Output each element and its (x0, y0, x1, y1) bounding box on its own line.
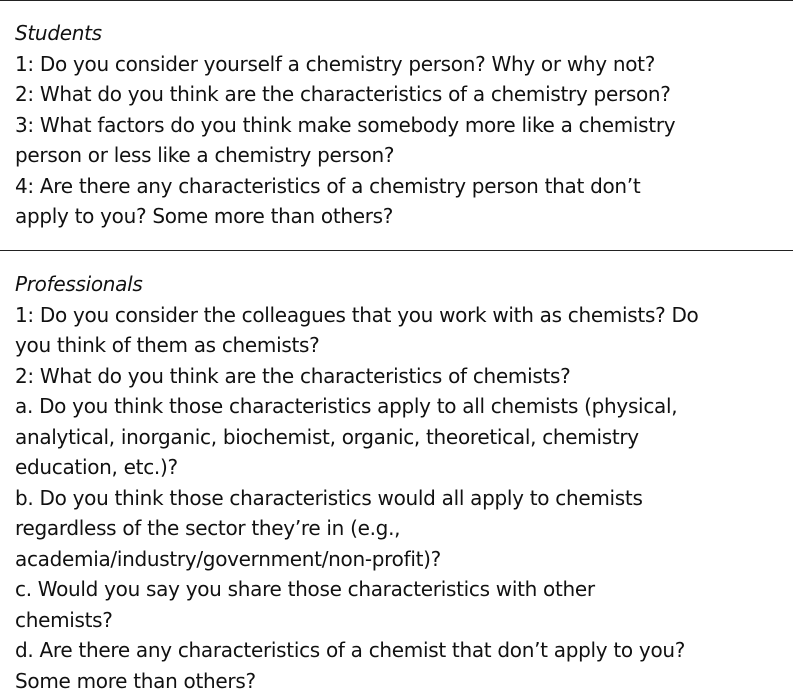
section-divider (0, 250, 793, 251)
students-section (15, 18, 787, 232)
professionals-question-1-line-2: you think of them as chemists? (15, 330, 787, 361)
students-question-1: 1: Do you consider yourself a chemistry person? Why or why not? (15, 49, 787, 80)
professionals-question-2c-line-1: c. Would you say you share those characteristics with other (15, 574, 787, 605)
top-divider (0, 0, 793, 1)
students-heading: Students (15, 18, 787, 49)
professionals-question-2b-line-2: regardless of the sector they’re in (e.g., (15, 513, 787, 544)
professionals-question-2a-line-2: analytical, inorganic, biochemist, organic, theoretical, chemistry (15, 422, 787, 453)
professionals-question-1-line-1: 1: Do you consider the colleagues that you work with as chemists? Do (15, 300, 787, 331)
professionals-question-2d-line-2: Some more than others? (15, 666, 787, 696)
students-question-3-line-1: 3: What factors do you think make somebody more like a chemistry (15, 110, 787, 141)
professionals-question-2b-line-1: b. Do you think those characteristics would all apply to chemists (15, 483, 787, 514)
students-question-2: 2: What do you think are the characteristics of a chemistry person? (15, 79, 787, 110)
professionals-question-2: 2: What do you think are the characteristics of chemists? (15, 361, 787, 392)
students-question-4-line-1: 4: Are there any characteristics of a chemistry person that don’t (15, 171, 787, 202)
professionals-question-2a-line-3: education, etc.)? (15, 452, 787, 483)
professionals-question-2c-line-2: chemists? (15, 605, 787, 636)
students-question-4-line-2: apply to you? Some more than others? (15, 201, 787, 232)
professionals-question-2b-line-3: academia/industry/government/non-profit)? (15, 544, 787, 575)
students-question-3-line-2: person or less like a chemistry person? (15, 140, 787, 171)
professionals-section (15, 269, 787, 696)
professionals-question-2d-line-1: d. Are there any characteristics of a chemist that don’t apply to you? (15, 635, 787, 666)
professionals-heading: Professionals (15, 269, 787, 300)
professionals-question-2a-line-1: a. Do you think those characteristics apply to all chemists (physical, (15, 391, 787, 422)
